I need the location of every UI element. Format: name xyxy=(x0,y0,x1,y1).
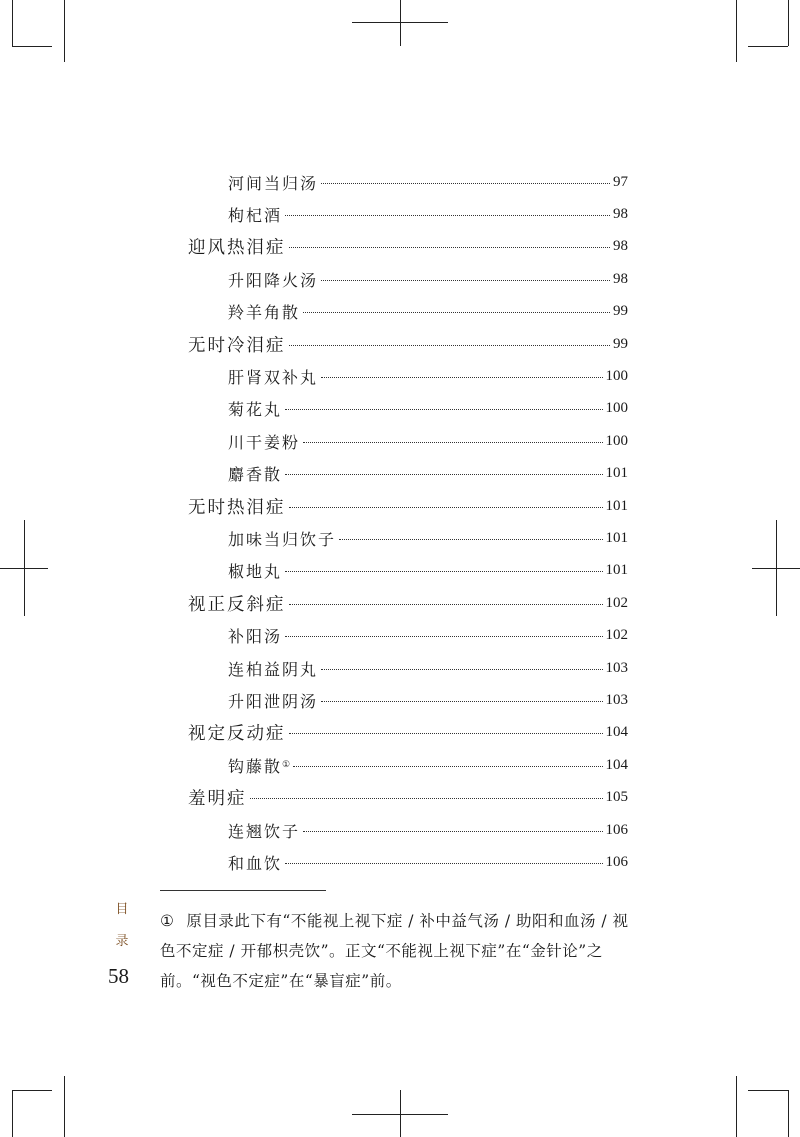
table-of-contents xyxy=(188,166,628,879)
toc-page-number: 106 xyxy=(605,853,628,870)
dot-leader xyxy=(285,863,602,864)
toc-entry xyxy=(188,846,628,878)
toc-title: 菊花丸 xyxy=(228,400,283,420)
toc-title: 升阳降火汤 xyxy=(228,270,319,290)
side-label-bottom: 录 xyxy=(115,934,129,949)
toc-section xyxy=(188,781,628,813)
toc-page-number: 100 xyxy=(605,432,628,449)
dot-leader xyxy=(250,798,603,799)
toc-entry xyxy=(188,555,628,587)
toc-page-number: 99 xyxy=(613,335,628,352)
toc-page-number: 98 xyxy=(613,206,628,223)
toc-page-number: 102 xyxy=(605,627,628,644)
toc-page-number: 98 xyxy=(613,270,628,287)
toc-entry xyxy=(188,814,628,846)
dot-leader xyxy=(285,636,602,637)
dot-leader xyxy=(289,604,603,605)
toc-page-number: 99 xyxy=(613,303,628,320)
toc-page-number: 97 xyxy=(613,173,628,190)
dot-leader xyxy=(289,247,611,248)
toc-entry xyxy=(188,458,628,490)
toc-page-number: 104 xyxy=(605,724,628,741)
toc-title: 羞明症 xyxy=(188,789,247,810)
toc-title: 升阳泄阴汤 xyxy=(228,691,319,711)
toc-entry xyxy=(188,522,628,554)
page-number: 58 xyxy=(108,964,129,988)
dot-leader xyxy=(303,442,602,443)
toc-title: 肝肾双补丸 xyxy=(228,368,319,388)
toc-title: 麝香散 xyxy=(228,465,283,485)
dot-leader xyxy=(289,345,611,346)
toc-page-number: 101 xyxy=(605,465,628,482)
toc-title: 羚羊角散 xyxy=(228,303,301,323)
dot-leader xyxy=(321,701,602,702)
dot-leader xyxy=(339,539,602,540)
toc-entry xyxy=(188,296,628,328)
toc-title: 钩藤散 xyxy=(228,756,283,776)
toc-page-number: 101 xyxy=(605,497,628,514)
toc-title: 无时冷泪症 xyxy=(188,335,286,356)
footnote-marker: ① xyxy=(160,912,175,930)
toc-entry xyxy=(188,619,628,651)
toc-page-number: 106 xyxy=(605,821,628,838)
dot-leader xyxy=(285,474,602,475)
side-label-top: 目 xyxy=(115,902,129,917)
toc-page-number: 101 xyxy=(605,529,628,546)
toc-entry xyxy=(188,166,628,198)
toc-entry xyxy=(188,263,628,295)
dot-leader xyxy=(285,409,602,410)
footnote-ref: ① xyxy=(282,760,291,771)
dot-leader xyxy=(289,733,603,734)
toc-entry xyxy=(188,198,628,230)
toc-entry xyxy=(188,425,628,457)
toc-page-number: 105 xyxy=(605,789,628,806)
footnote-text: 原目录此下有“不能视上视下症 / 补中益气汤 / 助阳和血汤 / 视色不定症 / 开郁枳壳饮”。正文“不能视上视下症”在“金针论”之前。“视色不定症”在“暴盲症”前。 xyxy=(160,912,629,990)
toc-title: 加味当归饮子 xyxy=(228,529,337,549)
toc-entry xyxy=(188,684,628,716)
toc-title: 枸杞酒 xyxy=(228,206,283,226)
toc-section xyxy=(188,587,628,619)
toc-page-number: 104 xyxy=(605,756,628,773)
toc-page-number: 101 xyxy=(605,562,628,579)
toc-title: 视定反动症 xyxy=(188,724,286,745)
dot-leader xyxy=(289,507,603,508)
toc-title: 和血饮 xyxy=(228,853,283,873)
dot-leader xyxy=(321,183,610,184)
toc-title: 补阳汤 xyxy=(228,627,283,647)
toc-title: 连翘饮子 xyxy=(228,821,301,841)
toc-title: 川干姜粉 xyxy=(228,432,301,452)
toc-title: 迎风热泪症 xyxy=(188,238,286,259)
dot-leader xyxy=(303,312,610,313)
toc-section xyxy=(188,717,628,749)
toc-page-number: 98 xyxy=(613,238,628,255)
toc-title: 连柏益阴丸 xyxy=(228,659,319,679)
dot-leader xyxy=(285,215,610,216)
footnote xyxy=(160,906,630,996)
toc-entry xyxy=(188,749,628,781)
toc-title: 椒地丸 xyxy=(228,562,283,582)
toc-section xyxy=(188,328,628,360)
toc-entry xyxy=(188,652,628,684)
dot-leader xyxy=(293,766,602,767)
toc-page-number: 103 xyxy=(605,691,628,708)
dot-leader xyxy=(321,280,610,281)
dot-leader xyxy=(321,377,602,378)
toc-title: 河间当归汤 xyxy=(228,173,319,193)
toc-page-number: 103 xyxy=(605,659,628,676)
toc-entry xyxy=(188,360,628,392)
toc-title: 视正反斜症 xyxy=(188,594,286,615)
toc-page-number: 100 xyxy=(605,368,628,385)
dot-leader xyxy=(321,669,602,670)
toc-page-number: 102 xyxy=(605,594,628,611)
dot-leader xyxy=(285,571,602,572)
toc-section xyxy=(188,490,628,522)
toc-section xyxy=(188,231,628,263)
toc-title: 无时热泪症 xyxy=(188,497,286,518)
footnote-divider xyxy=(160,890,326,891)
dot-leader xyxy=(303,831,602,832)
toc-page-number: 100 xyxy=(605,400,628,417)
toc-entry xyxy=(188,393,628,425)
